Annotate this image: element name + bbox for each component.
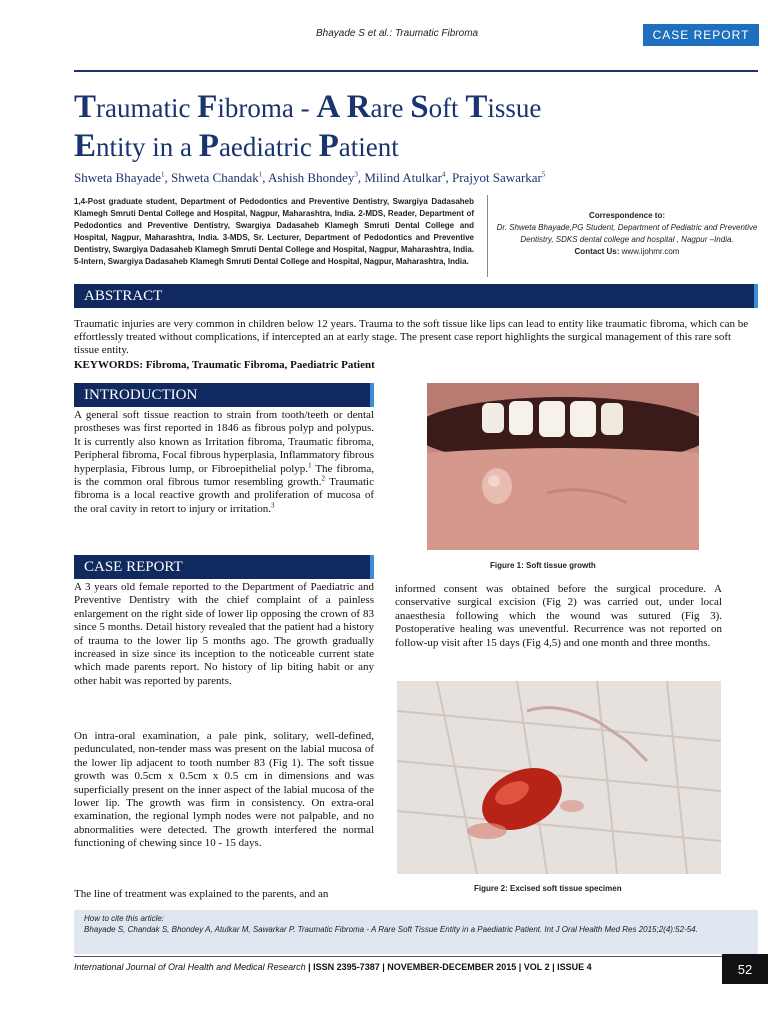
title-capital: P xyxy=(198,128,219,164)
author-separator: , xyxy=(262,170,269,185)
title-capital: P xyxy=(318,128,339,164)
title-capital: E xyxy=(74,128,97,164)
title-capital: A xyxy=(316,89,347,125)
case-paragraph-2: On intra-oral examination, a pale pink, solitary, well-defined, pedunculated, non-tender mass was present on the labial mucosa of the lower lip adjacent to tooth number 83 (Fig 1). The soft tissue growth was 0.5cm x 0.5cm x 0.5 cm in dimensions and was superficially present on the inner aspect of the labial mucosa of the lower lip. The growth was firm in consistency. On extra-oral examination, the regional lymph nodes were not palpable, and no abnormalities were detected. The growth interfered the normal functioning of chewing since 10 - 15 days. xyxy=(74,730,374,850)
figure-1-photo xyxy=(427,383,699,550)
title-capital: T xyxy=(465,89,488,125)
title-word-rest: atient xyxy=(338,132,399,162)
title-word-rest: raumatic xyxy=(96,93,198,123)
title-capital: F xyxy=(197,89,218,125)
author-affiliation-mark: 1 xyxy=(161,170,165,179)
citation-box xyxy=(74,910,758,954)
author-separator: , xyxy=(357,170,365,185)
title-word-rest: aediatric xyxy=(218,132,319,162)
abstract-text: Traumatic injuries are very common in children below 12 years. Trauma to the soft tissue like lips can lead to entity like traumatic fibroma, which can be effortlessly treated without complications, if intercepted an at early stage. The present case report highlights the surgical management of this rare soft tissue entity. xyxy=(74,318,749,356)
abstract-heading: ABSTRACT xyxy=(74,284,758,308)
author-affiliation-mark: 1 xyxy=(258,170,263,179)
author-affiliation-mark: 3 xyxy=(354,170,358,179)
figure-2-caption: Figure 2: Excised soft tissue specimen xyxy=(474,884,622,893)
author-name: Milind Atulkar xyxy=(364,170,442,185)
case-paragraph-1: A 3 years old female reported to the Department of Paediatric and Preventive Dentistry with the chief complaint of a painless enlargement on the right side of lower lip opposing the crown of 83 since 5 months. Detail history revealed that the patient had a history of trauma to the lower lip 5 months ago. The growth gradually increased in size since its inception to the noticeable current state which made parents report. No history of lip biting habit or any other habit was reported by parents. xyxy=(74,581,374,687)
keywords: KEYWORDS: Fibroma, Traumatic Fibroma, Paediatric Patient xyxy=(74,359,375,371)
affiliations: 1,4-Post graduate student, Department of Pedodontics and Preventive Dentistry, Swargiya Dadasaheb Klamegh Smruti Dental College and Hospital, Nagpur, Maharashtra, India. 2-MDS, Reader, Department of Pedodontics and Preventive Dentistry, Swargiya Dadasaheb Klamegh Smruti Dental College and Hospital, Nagpur, Maharashtra, India. 3-MDS, Sr. Lecturer, Department of Pedodontics and Preventive Dentistry, Swargiya Dadasaheb Klamegh Smruti Dental College and Hospital, Nagpur, Maharashtra, India. 5-Intern, Swargiya Dadasaheb Klamegh Smruti Dental College and Hospital, Nagpur, Maharashtra, India. xyxy=(74,197,474,266)
title-capital: S xyxy=(410,89,429,125)
oral-photo-illustration xyxy=(427,383,699,550)
introduction-heading: INTRODUCTION xyxy=(74,383,374,407)
correspondence-text: Dr. Shweta Bhayade,PG Student, Department of Pediatric and Preventive Dentistry, SDKS dental college and hospital , Nagpur –India. xyxy=(496,223,758,244)
citation-label: How to cite this article: xyxy=(84,914,165,923)
title-line-2 xyxy=(74,127,754,166)
contact-label: Contact Us: xyxy=(574,247,620,256)
page-number: 52 xyxy=(722,954,768,984)
author-name: Shweta Chandak xyxy=(171,170,259,185)
intro-text-3: Traumatic fibroma is a local reactive growth and proliferation of mucosa of the oral cavity in retort to injury or irritation. xyxy=(74,476,374,515)
specimen-photo-illustration xyxy=(397,681,721,874)
introduction-paragraph xyxy=(74,409,374,516)
title-capital: R xyxy=(346,89,371,125)
author-separator: , xyxy=(164,170,172,185)
title-word-rest: ntity in a xyxy=(96,132,199,162)
ref-1: 1 xyxy=(308,460,312,469)
correspondence-label: Correspondence to: xyxy=(588,211,665,220)
author-name: Shweta Bhayade xyxy=(74,170,162,185)
ref-2: 2 xyxy=(321,474,325,483)
issue-meta: | ISSN 2395-7387 | NOVEMBER-DECEMBER 2015 | VOL 2 | ISSUE 4 xyxy=(305,962,592,972)
running-head: Bhayade S et al.: Traumatic Fibroma xyxy=(316,28,479,39)
section-tag: CASE REPORT xyxy=(643,24,759,46)
ref-3: 3 xyxy=(271,501,275,510)
case-paragraph-3: The line of treatment was explained to the parents, and an xyxy=(74,888,329,900)
journal-name: International Journal of Oral Health and Medical Research xyxy=(74,962,306,972)
title-word-rest: ibroma - xyxy=(217,93,317,123)
case-report-heading: CASE REPORT xyxy=(74,555,374,579)
footer xyxy=(74,962,592,972)
intro-text-1: A general soft tissue reaction to strain from tooth/teeth or dental prostheses was first reported in 1846 as fibrous polyp and polypus. It is currently also known as Irritation fibroma, Traumatic fibroma, Peripheral fibroma, Focal fibrous hyperplasia, Inflammatory fibrous hyperplasia, Fibrous lump, or Fibroepithelial polyp. xyxy=(74,409,374,475)
title-word-rest: oft xyxy=(428,93,466,123)
author-separator: , xyxy=(445,170,452,185)
case-paragraph-4: informed consent was obtained before the surgical procedure. A conservative surgical excision (Fig 2) was carried out, under local anaesthesia following which the wound was sutured (Fig 3). Postoperative healing was uneventful. Recurrence was not reported on follow-up visit after 15 days (Fig 4,5) and one month and three months. xyxy=(395,583,722,649)
author-list xyxy=(74,170,545,186)
divider xyxy=(487,195,488,277)
author-name: Ashish Bhondey xyxy=(268,170,355,185)
author-name: Prajyot Sawarkar xyxy=(452,170,542,185)
header-rule xyxy=(74,70,758,72)
article-title xyxy=(74,88,754,166)
correspondence xyxy=(496,210,758,258)
intro-text-2: The fibroma, is the common oral fibrous tumor resembling growth. xyxy=(74,462,374,489)
contact-link[interactable]: www.ijohmr.com xyxy=(621,247,680,256)
title-word-rest: are xyxy=(370,93,411,123)
author-affiliation-mark: 4 xyxy=(442,170,446,179)
footer-rule xyxy=(74,956,722,957)
title-line-1 xyxy=(74,88,754,127)
title-word-rest: issue xyxy=(487,93,542,123)
citation-text: Bhayade S, Chandak S, Bhondey A, Atulkar M, Sawarkar P. Traumatic Fibroma - A Rare Soft Tissue Entity in a Paediatric Patient. Int J Oral Health Med Res 2015;2(4):52-54. xyxy=(84,925,698,934)
author-affiliation-mark: 5 xyxy=(541,170,546,179)
title-capital: T xyxy=(74,89,97,125)
figure-2-photo xyxy=(397,681,721,874)
figure-1-caption: Figure 1: Soft tissue growth xyxy=(490,561,596,570)
